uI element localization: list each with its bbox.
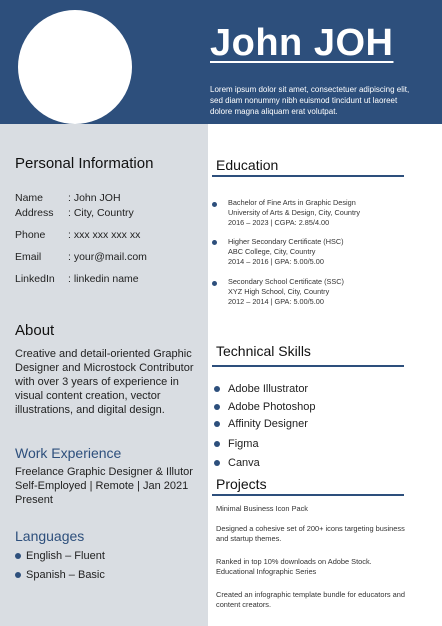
bullet-icon: [214, 386, 220, 392]
info-label: Address: [15, 207, 54, 219]
info-label: Email: [15, 251, 42, 263]
skill-item: [214, 418, 308, 430]
education-years: 2012 – 2014 | GPA: 5.00/5.00: [228, 297, 324, 306]
personal-heading: Personal Information: [15, 155, 154, 172]
skill-item: [214, 457, 260, 469]
info-row-name: [15, 192, 121, 204]
profile-photo: [18, 10, 132, 124]
about-text: Creative and detail-oriented Graphic Designer and Microstock Contributor with over 3 years of experience in visual content creation, vector illustrations, and digital design.: [15, 348, 194, 416]
education-degree: Bachelor of Fine Arts in Graphic Design: [228, 198, 356, 207]
info-value: : your@mail.com: [68, 251, 147, 263]
education-years: 2016 – 2023 | CGPA: 2.85/4.00: [228, 218, 330, 227]
work-line-1: Freelance Graphic Designer & Illutor: [15, 466, 193, 478]
education-years: 2014 – 2016 | GPA: 5.00/5.00: [228, 257, 324, 266]
project-description: Ranked in top 10% downloads on Adobe Stock. Educational Infographic Series: [216, 557, 372, 576]
skill-label: Canva: [228, 457, 260, 469]
languages-heading: Languages: [15, 528, 85, 544]
info-label: LinkedIn: [15, 273, 55, 285]
bullet-icon: [214, 441, 220, 447]
education-item: [228, 237, 398, 267]
project-description: Designed a cohesive set of 200+ icons targeting business and startup themes.: [216, 524, 405, 543]
info-row-phone: [15, 229, 140, 241]
education-item: [228, 198, 398, 228]
education-degree: Secondary School Certificate (SSC): [228, 277, 344, 286]
work-heading: Work Experience: [15, 445, 122, 461]
language-label: Spanish – Basic: [26, 569, 105, 581]
bullet-icon: [214, 404, 220, 410]
work-line-2: Self-Employed | Remote | Jan 2021: [15, 480, 189, 492]
language-item: [15, 569, 105, 581]
work-line-3: Present: [15, 494, 53, 506]
education-degree: Higher Secondary Certificate (HSC): [228, 237, 344, 246]
project-description: Created an infographic template bundle for educators and content creators.: [216, 590, 405, 609]
info-label: Phone: [15, 229, 46, 241]
bullet-icon: [214, 421, 220, 427]
skill-label: Adobe Illustrator: [228, 383, 309, 395]
projects-divider: [212, 494, 404, 496]
education-item: [228, 277, 398, 307]
info-label: Name: [15, 192, 44, 204]
education-school: University of Arts & Design, City, Country: [228, 208, 361, 217]
header-banner: [0, 0, 442, 124]
info-row-email: [15, 251, 147, 263]
info-value: : linkedin name: [68, 273, 139, 285]
info-value: : xxx xxx xxx xx: [68, 229, 141, 241]
bullet-icon: [15, 553, 21, 559]
candidate-name: John JOH: [210, 22, 394, 64]
education-school: ABC College, City, Country: [228, 247, 316, 256]
about-heading: About: [15, 322, 55, 339]
skill-item: [214, 438, 259, 450]
skill-label: Adobe Photoshop: [228, 401, 316, 413]
bullet-icon: [212, 281, 217, 286]
info-value: : City, Country: [68, 207, 134, 219]
project-title: Minimal Business Icon Pack: [216, 504, 309, 513]
language-label: English – Fluent: [26, 550, 105, 562]
skills-divider: [212, 365, 404, 367]
bullet-icon: [15, 572, 21, 578]
skill-label: Affinity Designer: [228, 418, 308, 430]
skill-item: [214, 383, 308, 395]
info-row-address: [15, 207, 134, 219]
skill-label: Figma: [228, 438, 259, 450]
language-item: [15, 550, 105, 562]
info-row-linkedin: [15, 273, 139, 285]
education-school: XYZ High School, City, Country: [228, 287, 330, 296]
skill-item: [214, 401, 315, 413]
tagline: Lorem ipsum dolor sit amet, consectetuer adipiscing elit, sed diam nonummy nibh euismod tincidunt ut laoreet dolore magna aliquam erat volutpat.: [210, 85, 410, 116]
info-value: : John JOH: [68, 192, 121, 204]
projects-heading: Projects: [216, 476, 267, 492]
bullet-icon: [212, 240, 217, 245]
education-heading: Education: [216, 157, 279, 173]
education-divider: [212, 175, 404, 177]
skills-heading: Technical Skills: [216, 343, 311, 359]
bullet-icon: [214, 460, 220, 466]
bullet-icon: [212, 202, 217, 207]
